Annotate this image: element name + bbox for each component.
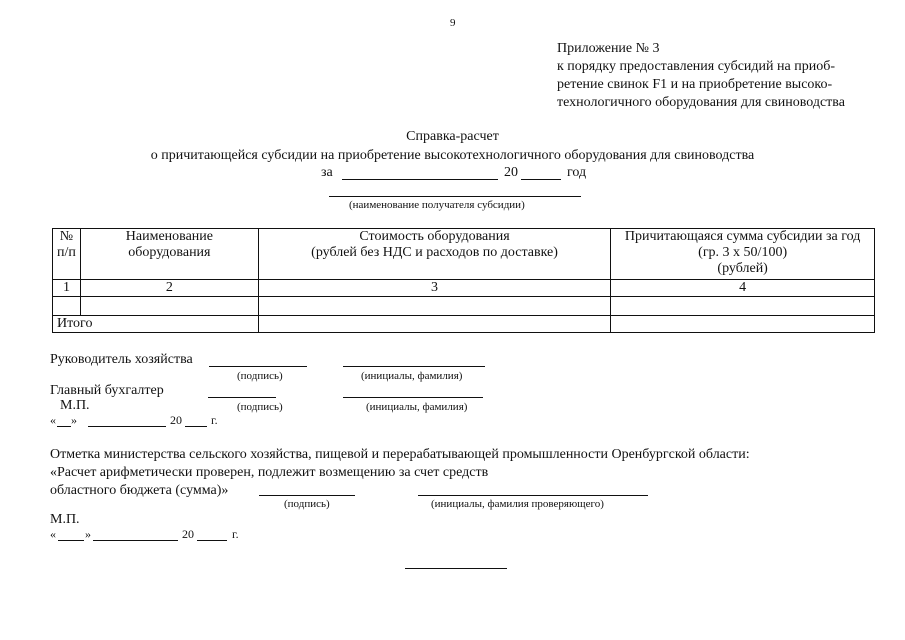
month-blank — [93, 540, 178, 541]
head-name-blank — [343, 366, 485, 367]
table-cell[interactable] — [611, 297, 875, 316]
year-blank — [197, 540, 227, 541]
stamp-label: М.П. — [60, 398, 90, 413]
table-header-row — [53, 229, 875, 280]
header-equipment-name: Наименование оборудования — [80, 229, 258, 280]
head-signature-caption: (подпись) — [237, 370, 283, 382]
calculation-table — [52, 228, 875, 333]
accountant-name-caption: (инициалы, фамилия) — [366, 401, 468, 413]
day-blank — [57, 426, 71, 427]
total-label: Итого — [53, 316, 259, 333]
column-number-2: 2 — [80, 280, 258, 297]
recipient-caption: (наименование получателя субсидии) — [349, 199, 525, 211]
ministry-signature-blank — [259, 495, 355, 496]
recipient-blank — [329, 196, 581, 197]
accountant-signature-blank — [208, 397, 276, 398]
period-suffix: год — [567, 165, 587, 180]
table-total-row — [53, 316, 875, 333]
ministry-line-3: областного бюджета (сумма)» — [50, 483, 229, 498]
table-cell[interactable] — [80, 297, 258, 316]
month-blank — [88, 426, 166, 427]
day-blank — [58, 540, 84, 541]
ministry-line-1: Отметка министерства сельского хозяйства, пищевой и перерабатывающей промышленности Оренбургской области: — [50, 447, 750, 462]
ministry-stamp-label: М.П. — [50, 512, 80, 527]
column-number-1: 1 — [53, 280, 81, 297]
header-equipment-cost: Стоимость оборудования (рублей без НДС и расходов по доставке) — [258, 229, 610, 280]
table-cell[interactable] — [258, 297, 610, 316]
head-signature-blank — [209, 366, 307, 367]
table-cell[interactable] — [53, 297, 81, 316]
appendix-title: Приложение № 3 — [557, 41, 660, 56]
ministry-line-2: «Расчет арифметически проверен, подлежит возмещению за счет средств — [50, 465, 489, 480]
total-cost-cell[interactable] — [258, 316, 610, 333]
document-title: Справка-расчет — [406, 129, 499, 144]
column-number-4: 4 — [611, 280, 875, 297]
ministry-name-blank — [418, 495, 648, 496]
appendix-line-1: к порядку предоставления субсидий на приоб- — [557, 59, 835, 74]
closing-rule — [405, 568, 507, 569]
page-number: 9 — [450, 17, 456, 29]
accountant-label: Главный бухгалтер — [50, 383, 164, 398]
year-blank — [185, 426, 207, 427]
period-year-blank — [521, 179, 561, 180]
table-row — [53, 297, 875, 316]
document-subtitle: о причитающейся субсидии на приобретение высокотехнологичного оборудования для свиноводства — [150, 148, 755, 163]
ministry-signature-caption: (подпись) — [284, 498, 330, 510]
appendix-line-2: ретение свинок F1 и на приобретение высоко- — [557, 77, 833, 92]
column-number-3: 3 — [258, 280, 610, 297]
accountant-signature-caption: (подпись) — [237, 401, 283, 413]
total-subsidy-cell[interactable] — [611, 316, 875, 333]
head-label: Руководитель хозяйства — [50, 352, 193, 367]
period-year-prefix: 20 — [504, 165, 518, 180]
appendix-line-3: технологичного оборудования для свиноводства — [557, 95, 845, 110]
period-prefix: за — [321, 165, 333, 180]
header-number: № п/п — [53, 229, 81, 280]
table-column-numbers-row — [53, 280, 875, 297]
head-name-caption: (инициалы, фамилия) — [361, 370, 463, 382]
accountant-name-blank — [343, 397, 483, 398]
ministry-name-caption: (инициалы, фамилия проверяющего) — [431, 498, 604, 510]
period-blank — [342, 179, 498, 180]
header-subsidy-amount: Причитающаяся сумма субсидии за год (гр. 3 х 50/100) (рублей) — [611, 229, 875, 280]
